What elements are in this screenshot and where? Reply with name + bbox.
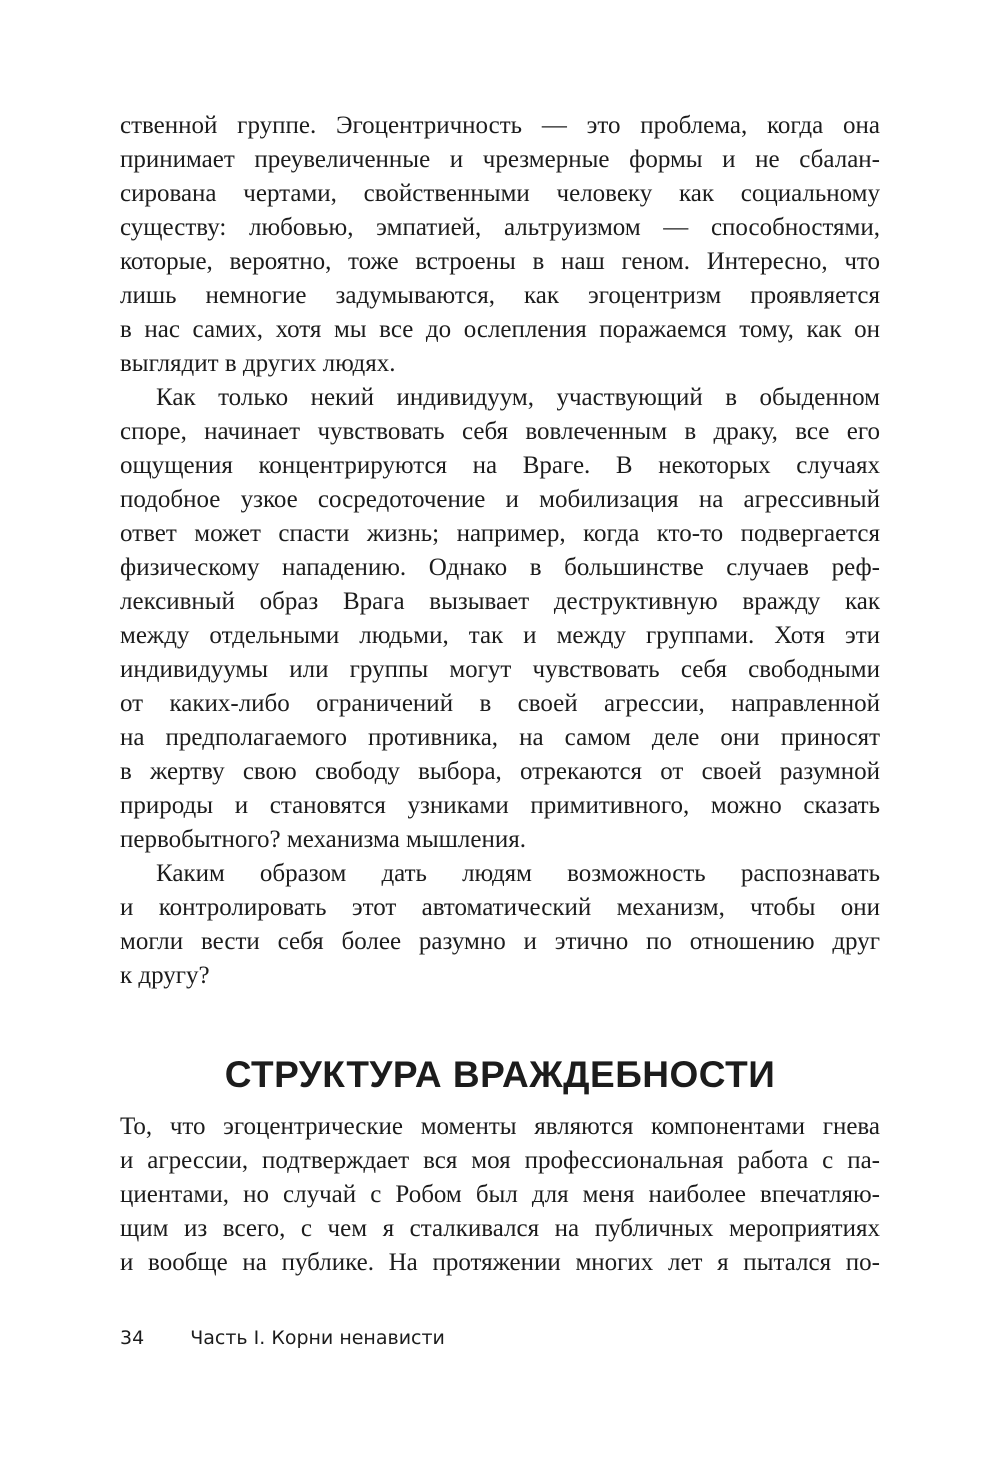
text-line: принимает преувеличенные и чрезмерные формы и не сбалан- [120, 146, 880, 173]
text-line: и контролировать этот автоматический механизм, чтобы они [120, 894, 880, 921]
paragraph-2 [120, 381, 880, 857]
paragraph-4 [120, 1110, 880, 1280]
text-line: к другу? [120, 962, 210, 989]
text-line: циентами, но случай с Робом был для меня наиболее впечатляю- [120, 1181, 880, 1208]
text-line: которые, вероятно, тоже встроены в наш геном. Интересно, что [120, 248, 880, 275]
running-title: Часть I. Корни ненависти [190, 1327, 445, 1349]
text-line: Каким образом дать людям возможность распознавать [156, 860, 880, 887]
text-line: То, что эгоцентрические моменты являются компонентами гнева [120, 1113, 880, 1140]
text-line: лишь немногие задумываются, как эгоцентризм проявляется [120, 282, 880, 309]
section-heading: СТРУКТУРА ВРАЖДЕБНОСТИ [224, 1054, 776, 1095]
text-line: Как только некий индивидуум, участвующий в обыденном [156, 384, 880, 411]
paragraph-3 [120, 857, 880, 993]
text-line: индивидуумы или группы могут чувствовать себя свободными [120, 656, 880, 683]
text-line: между отдельными людьми, так и между группами. Хотя эти [120, 622, 880, 649]
text-line: существу: любовью, эмпатией, альтруизмом — способностями, [120, 214, 880, 241]
text-line: подобное узкое сосредоточение и мобилизация на агрессивный [120, 486, 880, 513]
text-line: от каких-либо ограничений в своей агрессии, направленной [120, 690, 880, 717]
text-line: лексивный образ Врага вызывает деструктивную вражду как [120, 588, 880, 615]
section-body [120, 1110, 880, 1280]
text-line: и вообще на публике. На протяжении многих лет я пытался по- [120, 1249, 880, 1276]
page-number: 34 [120, 1327, 145, 1349]
text-line: и агрессии, подтверждает вся моя профессиональная работа с па- [120, 1147, 880, 1174]
text-line: ответ может спасти жизнь; например, когда кто-то подвергается [120, 520, 880, 547]
text-line: в жертву свою свободу выбора, отрекаются от своей разумной [120, 758, 880, 785]
text-line: выглядит в других людях. [120, 350, 396, 377]
text-line: на предполагаемого противника, на самом деле они приносят [120, 724, 880, 751]
text-line: в нас самих, хотя мы все до ослепления поражаемся тому, как он [120, 316, 880, 343]
text-line: физическому нападению. Однако в большинстве случаев реф- [120, 554, 880, 581]
paragraph-1 [120, 109, 880, 381]
text-line: природы и становятся узниками примитивного, можно сказать [120, 792, 880, 819]
text-line: щим из всего, с чем я сталкивался на публичных мероприятиях [120, 1215, 880, 1242]
text-line: ственной группе. Эгоцентричность — это проблема, когда она [120, 112, 880, 139]
text-line: сирована чертами, свойственными человеку как социальному [120, 180, 880, 207]
page-footer [120, 1326, 445, 1350]
text-line: споре, начинает чувствовать себя вовлеченным в драку, все его [120, 418, 880, 445]
body-text [120, 109, 880, 993]
text-line: ощущения концентрируются на Враге. В некоторых случаях [120, 452, 880, 479]
text-line: могли вести себя более разумно и этично по отношению друг [120, 928, 880, 955]
text-line: первобытного? механизма мышления. [120, 826, 526, 853]
